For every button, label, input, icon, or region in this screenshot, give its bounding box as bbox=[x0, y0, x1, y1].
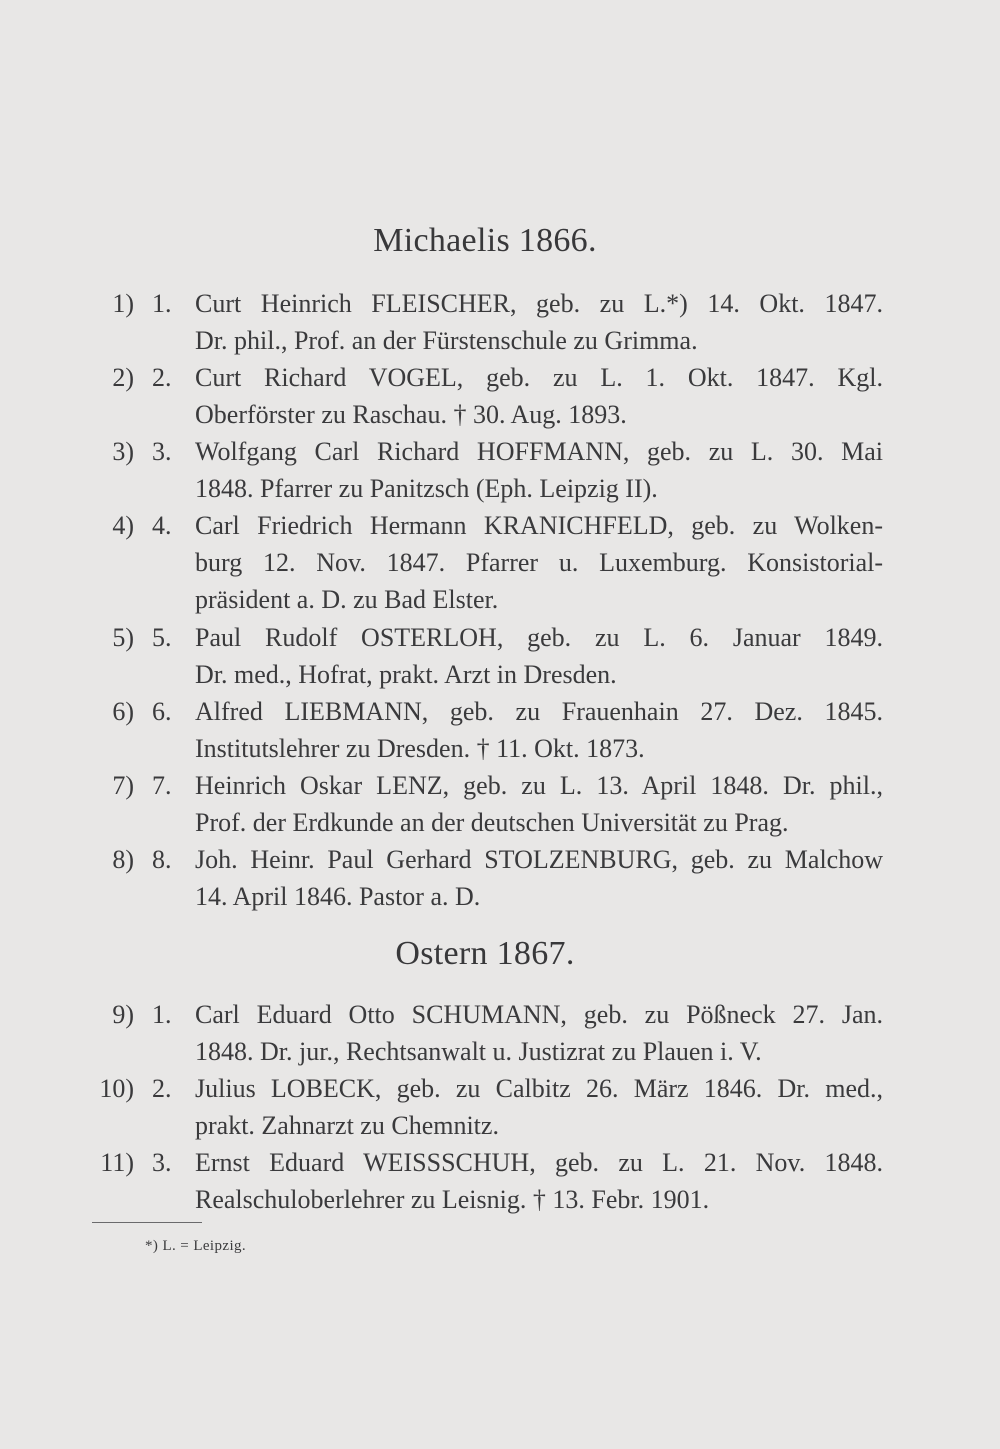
entry-outer-number: 4) bbox=[112, 511, 134, 540]
entry-line: Carl Friedrich Hermann KRANICHFELD, geb. zu Wolken- bbox=[195, 511, 883, 540]
entry-text bbox=[195, 359, 883, 433]
entry-text bbox=[195, 285, 883, 359]
entry-text bbox=[195, 693, 883, 767]
entry-inner-number: 5. bbox=[152, 623, 172, 652]
entry-inner-number: 2. bbox=[152, 363, 172, 392]
entry-line: Ernst Eduard WEISSSCHUH, geb. zu L. 21. Nov. 1848. bbox=[195, 1148, 883, 1177]
entry-line: Heinrich Oskar LENZ, geb. zu L. 13. April 1848. Dr. phil., bbox=[195, 771, 883, 800]
entry-line: 1848. Pfarrer zu Panitzsch (Eph. Leipzig II). bbox=[195, 474, 658, 503]
entry-inner-number: 7. bbox=[152, 771, 172, 800]
entry-text bbox=[195, 507, 883, 618]
entry-line: Julius LOBECK, geb. zu Calbitz 26. März 1846. Dr. med., bbox=[195, 1074, 883, 1103]
entry-text bbox=[195, 619, 883, 693]
entry-outer-number: 10) bbox=[99, 1074, 134, 1103]
entry-line: Curt Heinrich FLEISCHER, geb. zu L.*) 14. Okt. 1847. bbox=[195, 289, 883, 318]
entry-outer-number: 2) bbox=[112, 363, 134, 392]
entry-inner-number: 3. bbox=[152, 437, 172, 466]
entry-line: Paul Rudolf OSTERLOH, geb. zu L. 6. Januar 1849. bbox=[195, 623, 883, 652]
entry-line: Joh. Heinr. Paul Gerhard STOLZENBURG, geb. zu Malchow bbox=[195, 845, 883, 874]
section-heading-ostern: Ostern 1867. bbox=[395, 935, 575, 972]
section-heading-michaelis: Michaelis 1866. bbox=[373, 222, 597, 259]
entry-outer-number: 7) bbox=[112, 771, 134, 800]
entry-outer-number: 6) bbox=[112, 697, 134, 726]
entry-line: Institutslehrer zu Dresden. † 11. Okt. 1873. bbox=[195, 734, 645, 763]
entry-inner-number: 4. bbox=[152, 511, 172, 540]
entry-outer-number: 8) bbox=[112, 845, 134, 874]
entry-line: Oberförster zu Raschau. † 30. Aug. 1893. bbox=[195, 400, 627, 429]
entry-inner-number: 1. bbox=[152, 289, 172, 318]
entry-line: Realschuloberlehrer zu Leisnig. † 13. Febr. 1901. bbox=[195, 1185, 710, 1214]
entry-text bbox=[195, 767, 883, 841]
footnote-divider bbox=[92, 1222, 202, 1223]
entry-text bbox=[195, 996, 883, 1070]
entry-line: Prof. der Erdkunde an der deutschen Universität zu Prag. bbox=[195, 808, 789, 837]
footnote: *) L. = Leipzig. bbox=[145, 1238, 247, 1254]
entry-line: prakt. Zahnarzt zu Chemnitz. bbox=[195, 1111, 499, 1140]
entry-line: Dr. phil., Prof. an der Fürstenschule zu Grimma. bbox=[195, 326, 698, 355]
entry-outer-number: 1) bbox=[112, 289, 134, 318]
entry-outer-number: 11) bbox=[100, 1148, 134, 1177]
entry-line: präsident a. D. zu Bad Elster. bbox=[195, 585, 499, 614]
entry-text bbox=[195, 1070, 883, 1144]
entry-line: 14. April 1846. Pastor a. D. bbox=[195, 882, 481, 911]
entry-line: Alfred LIEBMANN, geb. zu Frauenhain 27. Dez. 1845. bbox=[195, 697, 883, 726]
entry-inner-number: 3. bbox=[152, 1148, 172, 1177]
entry-text bbox=[195, 841, 883, 915]
entry-text bbox=[195, 433, 883, 507]
entry-inner-number: 6. bbox=[152, 697, 172, 726]
entry-outer-number: 9) bbox=[112, 1000, 134, 1029]
entry-line: 1848. Dr. jur., Rechtsanwalt u. Justizrat zu Plauen i. V. bbox=[195, 1037, 762, 1066]
entry-line: burg 12. Nov. 1847. Pfarrer u. Luxemburg. Konsistorial- bbox=[195, 548, 883, 577]
entry-text bbox=[195, 1144, 883, 1218]
entry-line: Wolfgang Carl Richard HOFFMANN, geb. zu L. 30. Mai bbox=[195, 437, 883, 466]
entry-line: Carl Eduard Otto SCHUMANN, geb. zu Pößneck 27. Jan. bbox=[195, 1000, 883, 1029]
entry-inner-number: 8. bbox=[152, 845, 172, 874]
entry-outer-number: 5) bbox=[112, 623, 134, 652]
entry-outer-number: 3) bbox=[112, 437, 134, 466]
entry-inner-number: 2. bbox=[152, 1074, 172, 1103]
entry-inner-number: 1. bbox=[152, 1000, 172, 1029]
entry-line: Dr. med., Hofrat, prakt. Arzt in Dresden. bbox=[195, 660, 617, 689]
entry-line: Curt Richard VOGEL, geb. zu L. 1. Okt. 1847. Kgl. bbox=[195, 363, 883, 392]
